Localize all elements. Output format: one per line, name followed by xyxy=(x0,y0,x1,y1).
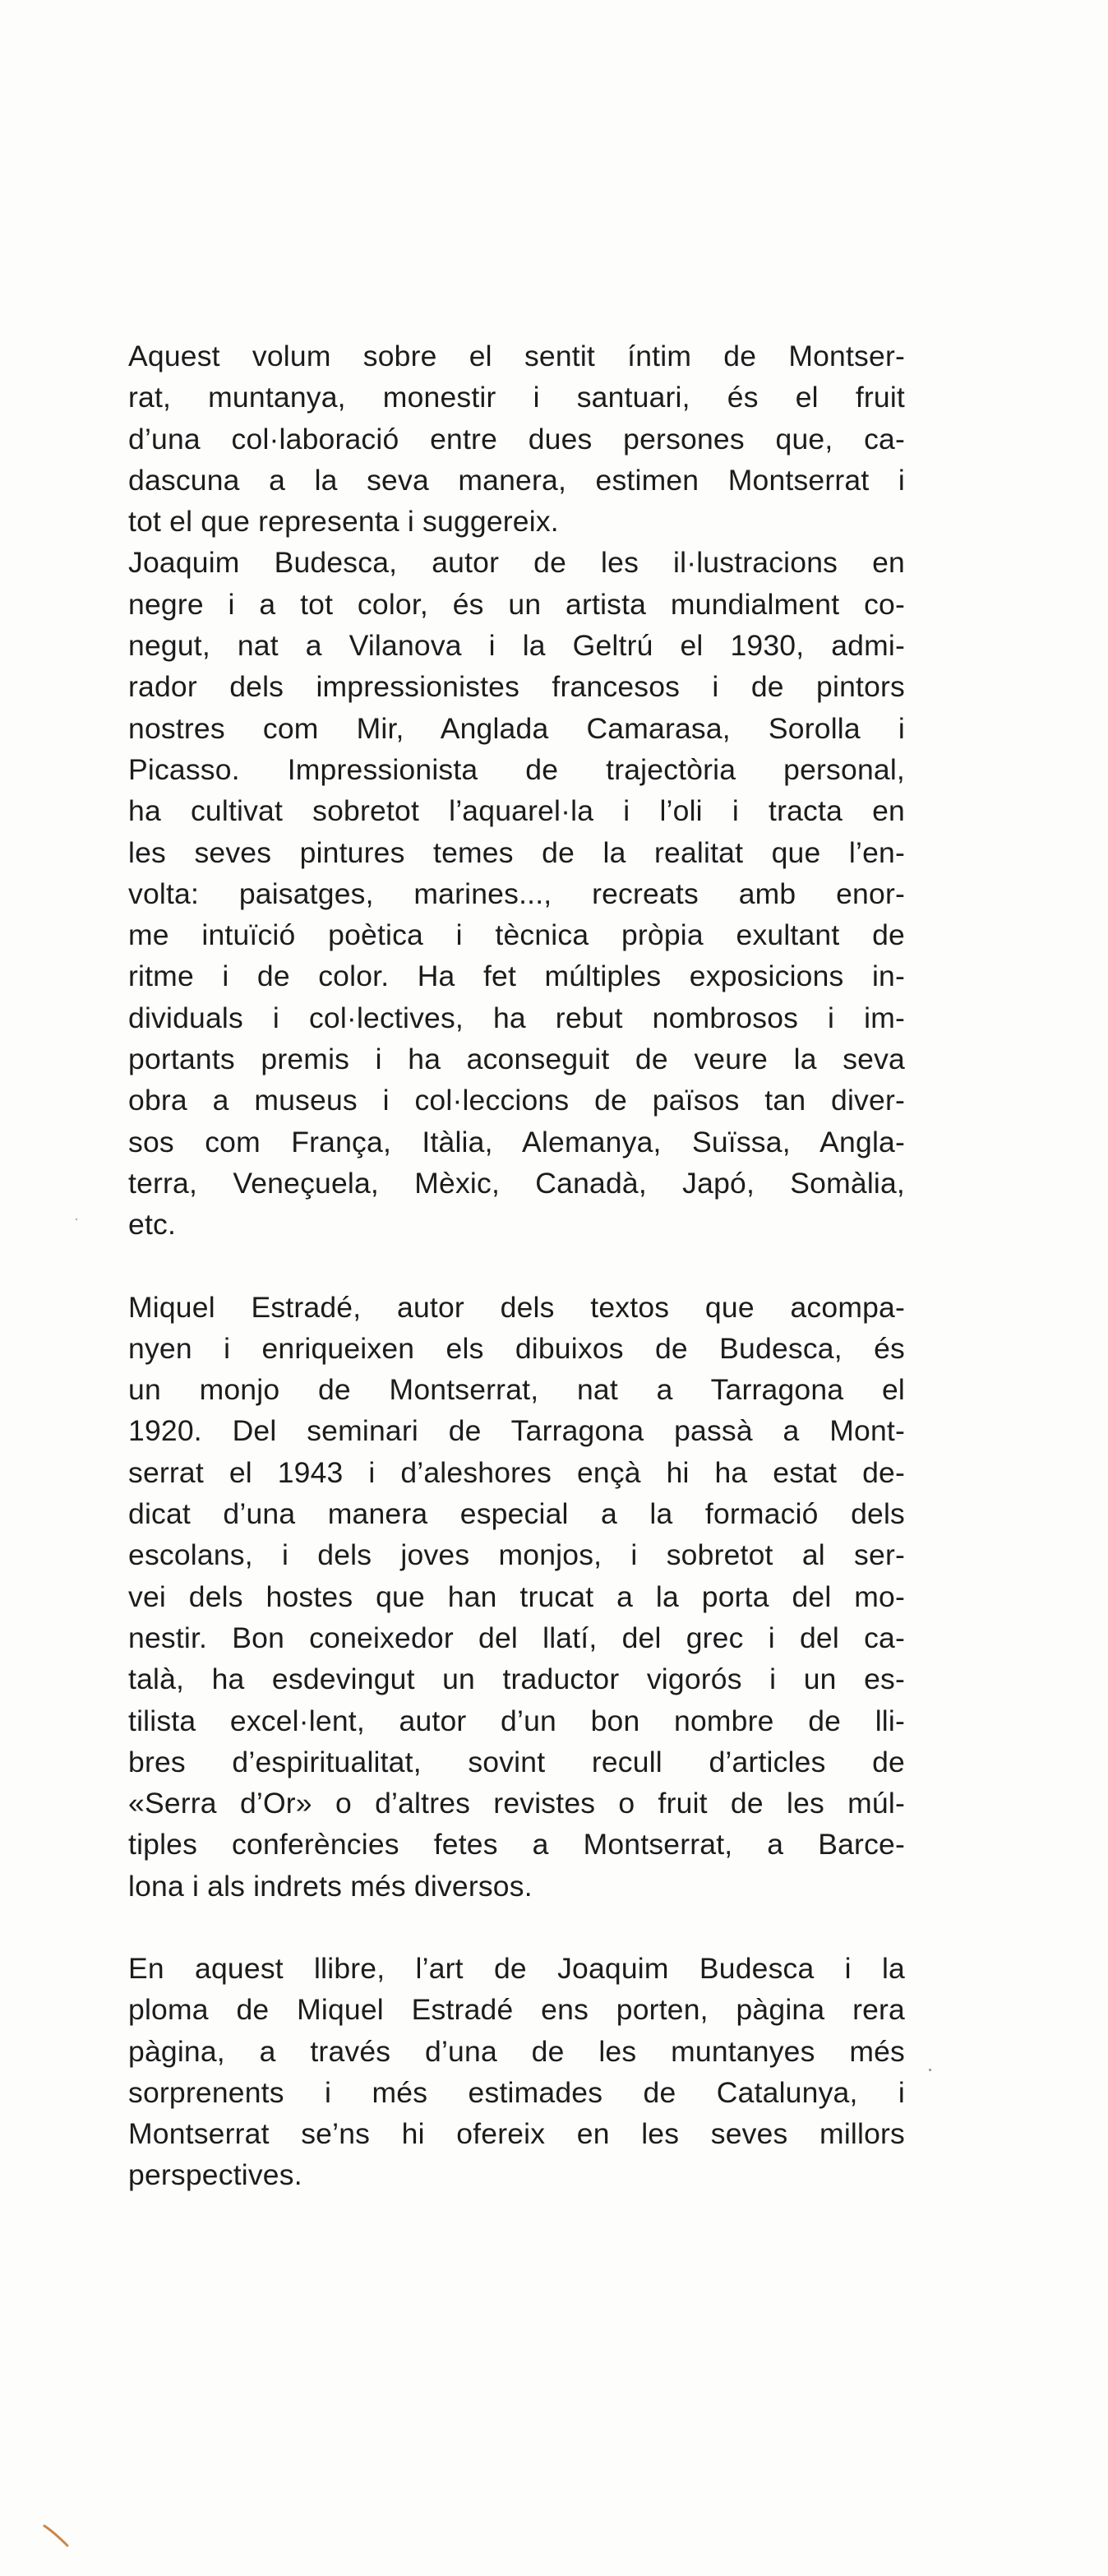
paper-speck xyxy=(929,2069,931,2071)
text-line: obra a museus i col·leccions de països tan diver- xyxy=(128,1084,905,1117)
text-line: terra, Veneçuela, Mèxic, Canadà, Japó, Somàlia, xyxy=(128,1166,905,1200)
text-line: me intuïció poètica i tècnica pròpia exultant de xyxy=(128,918,905,952)
text-line: lona i als indrets més diversos. xyxy=(128,1869,533,1903)
text-line: rat, muntanya, monestir i santuari, és el fruit xyxy=(128,381,905,414)
text-line: pàgina, a través d’una de les muntanyes més xyxy=(128,2034,905,2068)
pencil-mark-icon xyxy=(43,2521,71,2549)
text-line: nostres com Mir, Anglada Camarasa, Sorolla i xyxy=(128,711,905,745)
paragraph-author xyxy=(128,1287,905,1907)
text-line: ritme i de color. Ha fet múltiples exposicions in- xyxy=(128,960,905,993)
text-line: perspectives. xyxy=(128,2158,302,2192)
text-line: En aquest llibre, l’art de Joaquim Budesca i la xyxy=(128,1951,905,1985)
text-line: sorprenents i més estimades de Catalunya, i xyxy=(128,2075,905,2109)
text-line: escolans, i dels joves monjos, i sobretot al ser- xyxy=(128,1538,905,1572)
text-line: dividuals i col·lectives, ha rebut nombrosos i im- xyxy=(128,1001,905,1034)
text-line: tiples conferències fetes a Montserrat, a Barce- xyxy=(128,1828,905,1861)
text-line: rador dels impressionistes francesos i de pintors xyxy=(128,670,905,704)
text-line: tot el que representa i suggereix. xyxy=(128,505,559,539)
text-line: nestir. Bon coneixedor del llatí, del grec i del ca- xyxy=(128,1621,905,1654)
text-line: Montserrat se’ns hi ofereix en les seves millors xyxy=(128,2117,905,2151)
text-line: Miquel Estradé, autor dels textos que acompa- xyxy=(128,1290,905,1324)
text-line: talà, ha esdevingut un traductor vigorós i un es- xyxy=(128,1663,905,1696)
text-line: serrat el 1943 i d’aleshores ençà hi ha estat de- xyxy=(128,1455,905,1489)
text-line: les seves pintures temes de la realitat que l’en- xyxy=(128,835,905,869)
text-line: Aquest volum sobre el sentit íntim de Montser- xyxy=(128,340,905,372)
text-line: dicat d’una manera especial a la formació dels xyxy=(128,1497,905,1531)
text-line: portants premis i ha aconseguit de veure la seva xyxy=(128,1043,905,1076)
text-line: sos com França, Itàlia, Alemanya, Suïssa, Angla- xyxy=(128,1125,905,1159)
body-text xyxy=(128,335,905,2196)
paragraph-gap xyxy=(128,1246,905,1287)
text-line: tilista excel·lent, autor d’un bon nombre de lli- xyxy=(128,1704,905,1737)
paragraph-conclusion xyxy=(128,1948,905,2196)
text-line: vei dels hostes que han trucat a la porta del mo- xyxy=(128,1579,905,1613)
text-line: Picasso. Impressionista de trajectòria personal, xyxy=(128,752,905,786)
text-line: «Serra d’Or» o d’altres revistes o fruit de les múl- xyxy=(128,1787,905,1820)
text-line: etc. xyxy=(128,1208,177,1242)
text-line: ha cultivat sobretot l’aquarel·la i l’oli i tracta en xyxy=(128,794,905,828)
paper-speck xyxy=(76,1219,77,1220)
paragraph-illustrator xyxy=(128,542,905,1245)
text-line: Joaquim Budesca, autor de les il·lustracions en xyxy=(128,546,905,580)
text-line: negut, nat a Vilanova i la Geltrú el 1930, admi- xyxy=(128,629,905,663)
text-line: dascuna a la seva manera, estimen Montserrat i xyxy=(128,463,905,497)
paragraph-intro xyxy=(128,335,905,542)
text-line: negre i a tot color, és un artista mundialment co- xyxy=(128,587,905,621)
text-line: nyen i enriqueixen els dibuixos de Budesca, és xyxy=(128,1331,905,1365)
text-line: volta: paisatges, marines..., recreats amb enor- xyxy=(128,876,905,910)
text-line: bres d’espiritualitat, sovint recull d’articles de xyxy=(128,1745,905,1778)
text-line: un monjo de Montserrat, nat a Tarragona el xyxy=(128,1373,905,1407)
text-line: d’una col·laboració entre dues persones que, ca- xyxy=(128,422,905,456)
text-line: 1920. Del seminari de Tarragona passà a Mont- xyxy=(128,1414,905,1448)
text-line: ploma de Miquel Estradé ens porten, pàgina rera xyxy=(128,1993,905,2027)
paragraph-gap xyxy=(128,1907,905,1948)
